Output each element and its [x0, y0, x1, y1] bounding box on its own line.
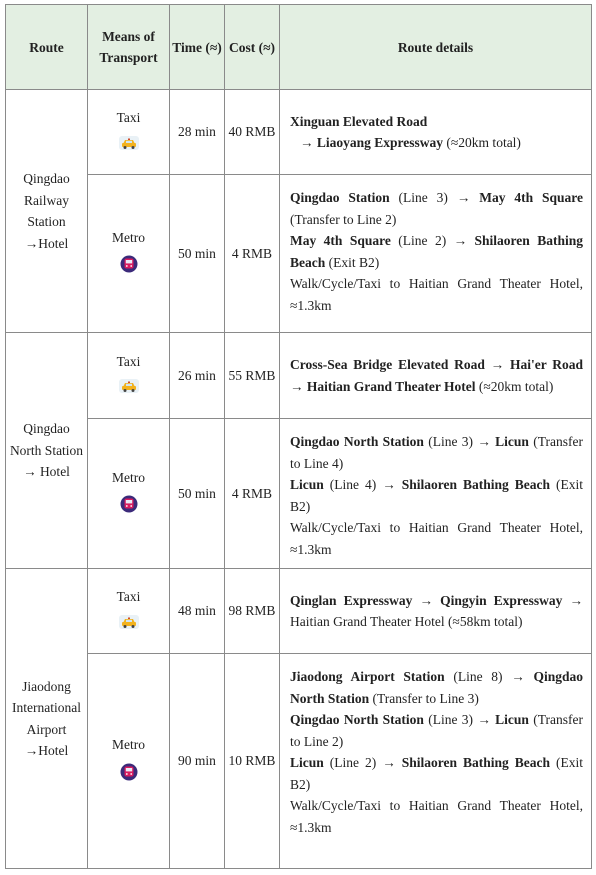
- means-label: Taxi: [116, 353, 141, 369]
- header-cost: Cost (≈): [225, 5, 280, 90]
- route-details: [290, 354, 583, 397]
- cost-cell: 10 RMB: [225, 654, 280, 869]
- detail-line: [290, 795, 583, 838]
- detail-text: →: [484, 357, 510, 372]
- route-cell: Jiaodong International Airport →Hotel: [6, 569, 88, 869]
- stop-name: Jiaodong Airport Station: [290, 669, 445, 684]
- taxi-icon: [118, 378, 140, 401]
- detail-text: (Line 4) →: [323, 477, 402, 492]
- header-means: Means of Transport: [88, 5, 170, 90]
- stop-name: May 4th Square: [290, 233, 391, 248]
- detail-line: [290, 666, 583, 709]
- stop-name: Liaoyang Expressway: [316, 135, 444, 150]
- table-row-metro: [6, 175, 592, 333]
- stop-name: Licun: [290, 477, 324, 492]
- table-row-metro: [6, 419, 592, 569]
- stop-name: Licun: [495, 434, 529, 449]
- detail-line: [290, 590, 583, 633]
- means-label: Taxi: [116, 110, 141, 125]
- means-label: Metro: [112, 229, 145, 245]
- detail-line: [290, 111, 583, 133]
- detail-line: [290, 474, 583, 517]
- means-cell: [88, 333, 170, 419]
- stop-name: May 4th Square: [479, 190, 584, 205]
- stop-name: Shilaoren Bathing Beach: [290, 233, 583, 270]
- metro-train-icon: [119, 254, 139, 281]
- detail-text: (Line 2) →: [390, 233, 475, 248]
- detail-text: Walk/Cycle/Taxi to Haitian Grand Theater Hotel, ≈1.3km: [290, 520, 583, 557]
- means-cell: [88, 654, 170, 869]
- details-cell: [280, 419, 592, 569]
- taxi-icon: [118, 614, 140, 637]
- means-label: Metro: [112, 469, 145, 485]
- means-label: Taxi: [116, 589, 141, 604]
- table-row-metro: [6, 654, 592, 869]
- means-cell: [88, 419, 170, 569]
- detail-text: (Line 3) →: [423, 434, 496, 449]
- route-details: [290, 590, 583, 633]
- detail-text: (Transfer to Line 3): [369, 690, 479, 706]
- detail-text: (Transfer to Line 4): [290, 434, 583, 471]
- stop-name: Licun: [495, 712, 529, 727]
- stop-name: Hai'er Road: [509, 357, 584, 372]
- details-cell: [280, 175, 592, 333]
- metro-train-icon: [119, 494, 139, 521]
- route-details: [290, 111, 583, 154]
- time-cell: 50 min: [170, 175, 225, 333]
- route-cell: Qingdao Railway Station →Hotel: [6, 90, 88, 333]
- time-cell: 26 min: [170, 333, 225, 419]
- stop-name: Licun: [290, 755, 324, 770]
- detail-line: [290, 709, 583, 752]
- stop-name: Xinguan Elevated Road: [290, 113, 428, 129]
- header-row: [6, 5, 592, 90]
- detail-text: (Transfer to Line 2): [290, 211, 397, 227]
- stop-name: Haitian Grand Theater Hotel: [306, 378, 476, 394]
- cost-cell: 55 RMB: [225, 333, 280, 419]
- table-row-taxi: [6, 569, 592, 654]
- time-cell: 50 min: [170, 419, 225, 569]
- table-body: [6, 90, 592, 869]
- details-cell: [280, 569, 592, 654]
- stop-name: Qingdao Station: [290, 190, 390, 205]
- route-table: [5, 4, 592, 869]
- details-cell: [280, 333, 592, 419]
- detail-text: (Exit B2): [325, 254, 380, 270]
- means-label: Metro: [112, 737, 145, 752]
- time-cell: 48 min: [170, 569, 225, 654]
- detail-line: [290, 354, 583, 397]
- detail-text: →: [412, 592, 441, 608]
- detail-text: (≈20km total): [475, 378, 554, 394]
- detail-line: [290, 431, 583, 474]
- detail-text: Walk/Cycle/Taxi to Haitian Grand Theater Hotel, ≈1.3km: [290, 276, 583, 313]
- detail-line: [290, 187, 583, 230]
- table-row-taxi: [6, 90, 592, 175]
- detail-text: (Line 3) →: [389, 190, 480, 205]
- detail-line: [290, 132, 583, 154]
- detail-text: →: [300, 135, 317, 150]
- detail-line: [290, 230, 583, 273]
- taxi-icon: [118, 135, 140, 158]
- header-route: Route: [6, 5, 88, 90]
- means-cell: [88, 569, 170, 654]
- route-details: [290, 431, 583, 560]
- detail-text: (Transfer to Line 2): [290, 712, 583, 749]
- cost-cell: 4 RMB: [225, 175, 280, 333]
- stop-name: Cross-Sea Bridge Elevated Road: [290, 357, 485, 372]
- time-cell: 90 min: [170, 654, 225, 869]
- cost-cell: 98 RMB: [225, 569, 280, 654]
- details-cell: [280, 654, 592, 869]
- header-details: Route details: [280, 5, 592, 90]
- detail-text: (Line 2) →: [323, 755, 402, 770]
- detail-text: →: [290, 378, 307, 394]
- detail-line: [290, 273, 583, 316]
- route-details: [290, 187, 583, 316]
- detail-text: → Haitian Grand Theater Hotel (≈58km total): [290, 592, 584, 629]
- cost-cell: 40 RMB: [225, 90, 280, 175]
- detail-text: (Line 3) →: [423, 712, 496, 727]
- detail-line: [290, 517, 583, 560]
- stop-name: Qingdao North Station: [290, 712, 424, 727]
- stop-name: Qingyin Expressway: [440, 592, 563, 608]
- stop-name: Qingdao North Station: [290, 434, 424, 449]
- detail-text: (Exit B2): [290, 755, 584, 792]
- means-cell: [88, 90, 170, 175]
- metro-train-icon: [119, 762, 139, 789]
- detail-text: (Exit B2): [290, 477, 584, 514]
- stop-name: Shilaoren Bathing Beach: [401, 755, 551, 770]
- route-cell: Qingdao North Station → Hotel: [6, 333, 88, 569]
- route-details: [290, 666, 583, 838]
- details-cell: [280, 90, 592, 175]
- stop-name: Shilaoren Bathing Beach: [401, 477, 551, 492]
- detail-line: [290, 752, 583, 795]
- header-time: Time (≈): [170, 5, 225, 90]
- stop-name: Qinglan Expressway: [290, 592, 413, 608]
- cost-cell: 4 RMB: [225, 419, 280, 569]
- table-row-taxi: [6, 333, 592, 419]
- stop-name: Qingdao North Station: [290, 669, 583, 706]
- detail-text: (Line 8) →: [444, 669, 534, 684]
- time-cell: 28 min: [170, 90, 225, 175]
- means-cell: [88, 175, 170, 333]
- detail-text: Walk/Cycle/Taxi to Haitian Grand Theater Hotel, ≈1.3km: [290, 798, 583, 835]
- detail-text: (≈20km total): [443, 135, 521, 150]
